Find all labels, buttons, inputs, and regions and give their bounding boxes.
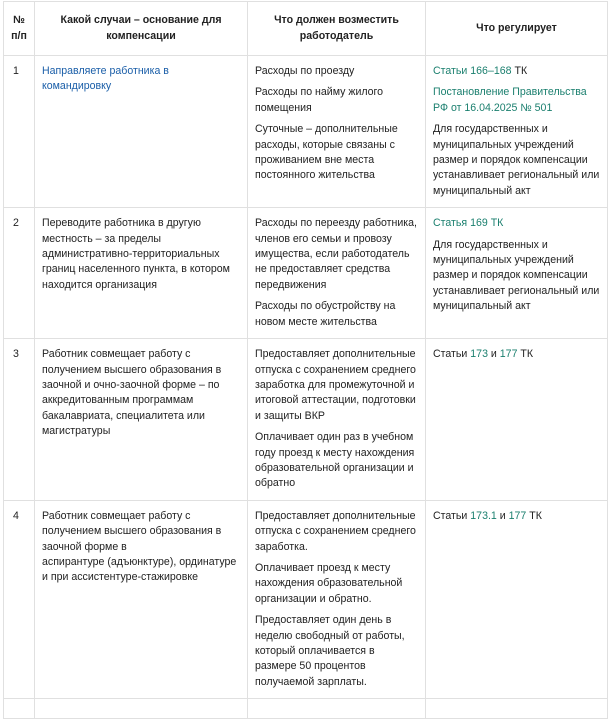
table-row [4,500,608,698]
articles-suffix: ТК [526,509,542,522]
header-compensation: Что должен возместить работодатель [248,2,426,56]
article-177-link[interactable]: 177 [508,509,527,522]
case-cell [35,500,248,698]
articles-conjunction: и [496,509,509,522]
regulation-note: Для государственных и муниципальных учреждений размер и порядок компенсации устанавливает региональный или муниципальный акт [433,123,600,197]
header-case: Какой случаи – основание для компенсации [35,2,248,56]
table-row [4,339,608,501]
regulation-articles [433,64,600,79]
compensation-cell [248,699,426,719]
header-number: № п/п [4,2,35,56]
table-header-row [4,2,608,56]
articles-prefix: Статьи [433,348,471,361]
regulation-cell [426,699,608,719]
case-text [42,509,240,586]
compensation-item: Расходы по найму жилого помещения [255,86,384,114]
regulation-cell [426,208,608,339]
regulation-cell [426,56,608,208]
compensation-cell [248,339,426,501]
article-173-link[interactable]: 173 [470,348,488,361]
compensation-item: Оплачивает один раз в учебном году проезд к месту нахождения образовательной организации и обратно [255,431,415,490]
articles-suffix: ТК [517,348,534,361]
compensation-item: Расходы по проезду [255,65,355,77]
regulation-cell [426,339,608,501]
compensation-item: Оплачивает проезд к месту нахождения образовательной организации и обратно. [255,561,403,605]
table-row-partial [4,699,608,719]
government-resolution-link[interactable]: Постановление Правительства РФ от 16.04.2025 № 501 [433,86,587,114]
case-text: Переводите работника в другую местность – за пределы административно-территориальных границ населенного пункта, в котором находится организация [42,217,230,291]
compensation-item: Предоставляет один день в неделю свободный от работы, который оплачивается в размере 50 процентов получаемой зарплаты. [255,614,405,688]
articles-conjunction: и [487,348,500,361]
row-number: 2 [4,208,35,339]
articles-tail: ТК [511,65,528,77]
compensation-cell [248,208,426,339]
compensation-cell [248,500,426,698]
article-177-link[interactable]: 177 [499,348,518,361]
case-text-part: Работник совмещает работу с получением высшего образования в заочной форме в [42,509,222,553]
row-number [4,699,35,719]
articles-166-168-link[interactable]: Статьи 166–168 [433,65,512,77]
regulation-articles [433,509,600,524]
row-number: 3 [4,339,35,501]
article-169-link[interactable]: Статья 169 ТК [433,217,504,230]
articles-prefix: Статьи [433,509,471,522]
header-regulation: Что регулирует [426,2,608,56]
row-number: 1 [4,56,35,208]
compensation-cell [248,56,426,208]
case-cell [35,56,248,208]
regulation-articles [433,347,600,362]
compensation-item: Суточные – дополнительные расходы, которые связаны с проживанием вне места постоянного жительства [255,123,398,182]
regulation-cell [426,500,608,698]
compensation-item: Расходы по переезду работника, членов его семьи и провозу имущества, если работодатель не предоставляет средства передвижения [255,217,417,291]
case-cell [35,699,248,719]
table-row [4,56,608,208]
regulation-note: Для государственных и муниципальных учреждений размер и порядок компенсации устанавливает региональный или муниципальный акт [433,238,600,313]
compensation-item: Расходы по обустройству на новом месте жительства [255,300,396,328]
case-link-business-trip[interactable]: Направляете работника в командировку [42,65,169,93]
compensation-item: Предоставляет дополнительные отпуска с сохранением среднего заработка. [255,509,416,553]
compensation-item: Предоставляет дополнительные отпуска с сохранением среднего заработка для промежуточной и итоговой аттестации, подготовки и защиты ВКР [255,348,416,422]
article-173-1-link[interactable]: 173.1 [470,509,497,522]
row-number: 4 [4,500,35,698]
case-text: Работник совмещает работу с получением высшего образования в заочной и очно-заочной форме – по аккредитованным программам бакалавриата, специалитета или магистратуры [42,348,222,438]
case-text-part: аспирантуре (адъюнктуре), ординатуре и при ассистентуре-стажировке [42,555,237,584]
compensation-table [3,1,608,719]
case-cell [35,208,248,339]
table-row [4,208,608,339]
case-cell [35,339,248,501]
